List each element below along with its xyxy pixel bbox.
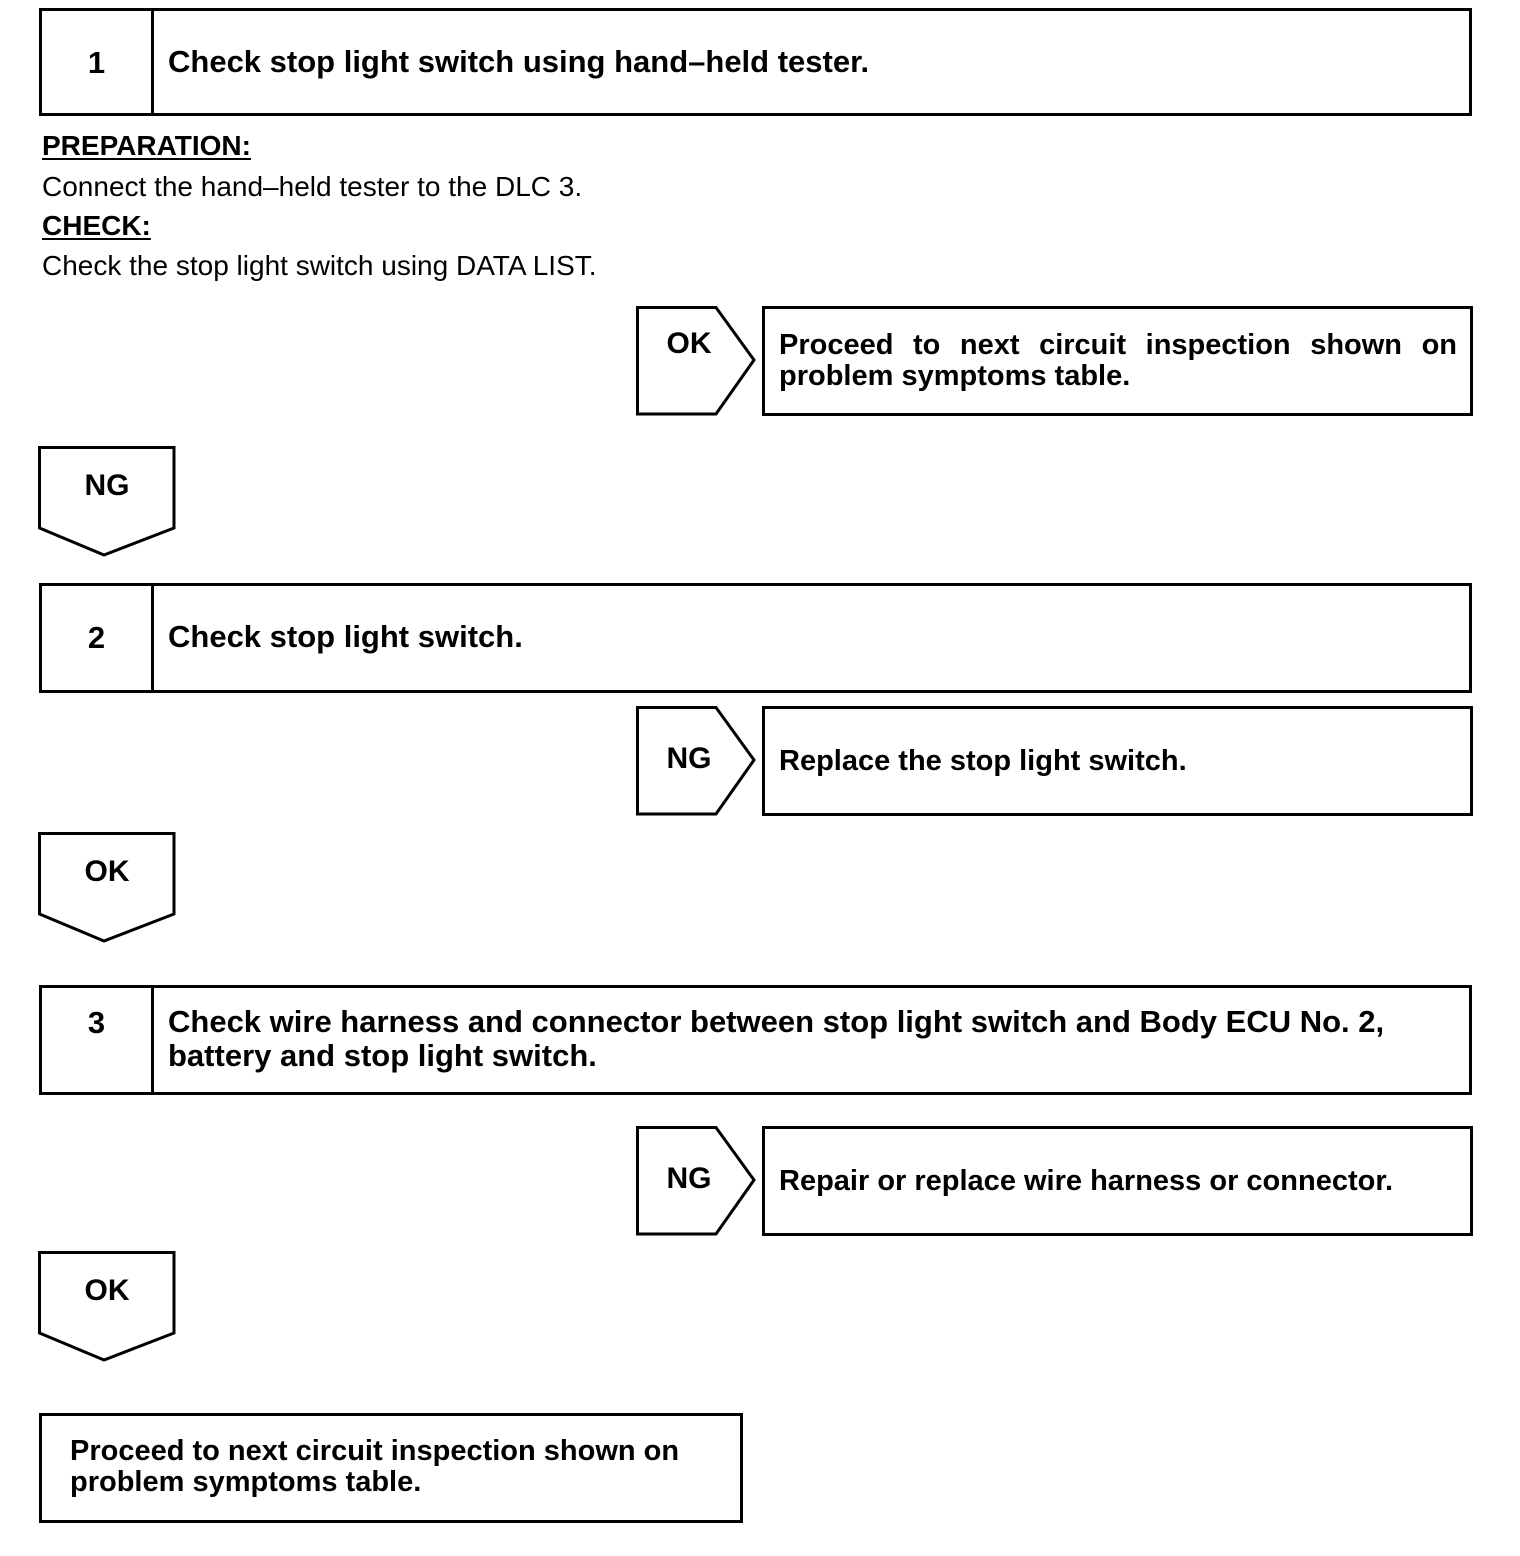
check-heading: CHECK: [42, 210, 151, 241]
flow-1-label: NG [84, 469, 130, 502]
branch-2-label: NG [666, 742, 712, 775]
step-3-title: Check wire harness and connector between stop light switch and Body ECU No. 2, battery and stop light switch. [168, 1004, 1385, 1073]
branch-2-result: Replace the stop light switch. [762, 706, 1473, 816]
branch-3-arrow [636, 1126, 760, 1236]
preparation-text: Connect the hand–held tester to the DLC 3. [42, 171, 583, 202]
final-result-box: Proceed to next circuit inspection shown on problem symptoms table. [39, 1413, 743, 1523]
preparation-heading: PREPARATION: [42, 130, 251, 161]
step-1-title: Check stop light switch using hand–held tester. [168, 44, 870, 79]
step-1-number: 1 [42, 11, 154, 113]
step-2-number: 2 [42, 586, 154, 690]
right-arrow-icon [636, 306, 760, 416]
branch-2-arrow [636, 706, 760, 816]
branch-3-label: NG [666, 1162, 712, 1195]
flow-2-down-arrow [38, 832, 176, 944]
branch-1-result: Proceed to next circuit inspection shown on problem symptoms table. [762, 306, 1473, 416]
branch-3-result: Repair or replace wire harness or connector. [762, 1126, 1473, 1236]
flow-1-down-arrow [38, 446, 176, 558]
branch-1-arrow [636, 306, 760, 416]
step-2-title: Check stop light switch. [168, 619, 523, 654]
step-1-box [39, 8, 1472, 116]
step-2-box [39, 583, 1472, 693]
step-3-box [39, 985, 1472, 1095]
flow-2-label: OK [84, 855, 130, 888]
step-3-number: 3 [42, 988, 154, 1092]
flow-3-down-arrow [38, 1251, 176, 1363]
check-text: Check the stop light switch using DATA LIST. [42, 250, 597, 281]
branch-1-label: OK [666, 327, 712, 360]
flow-3-label: OK [84, 1274, 130, 1307]
